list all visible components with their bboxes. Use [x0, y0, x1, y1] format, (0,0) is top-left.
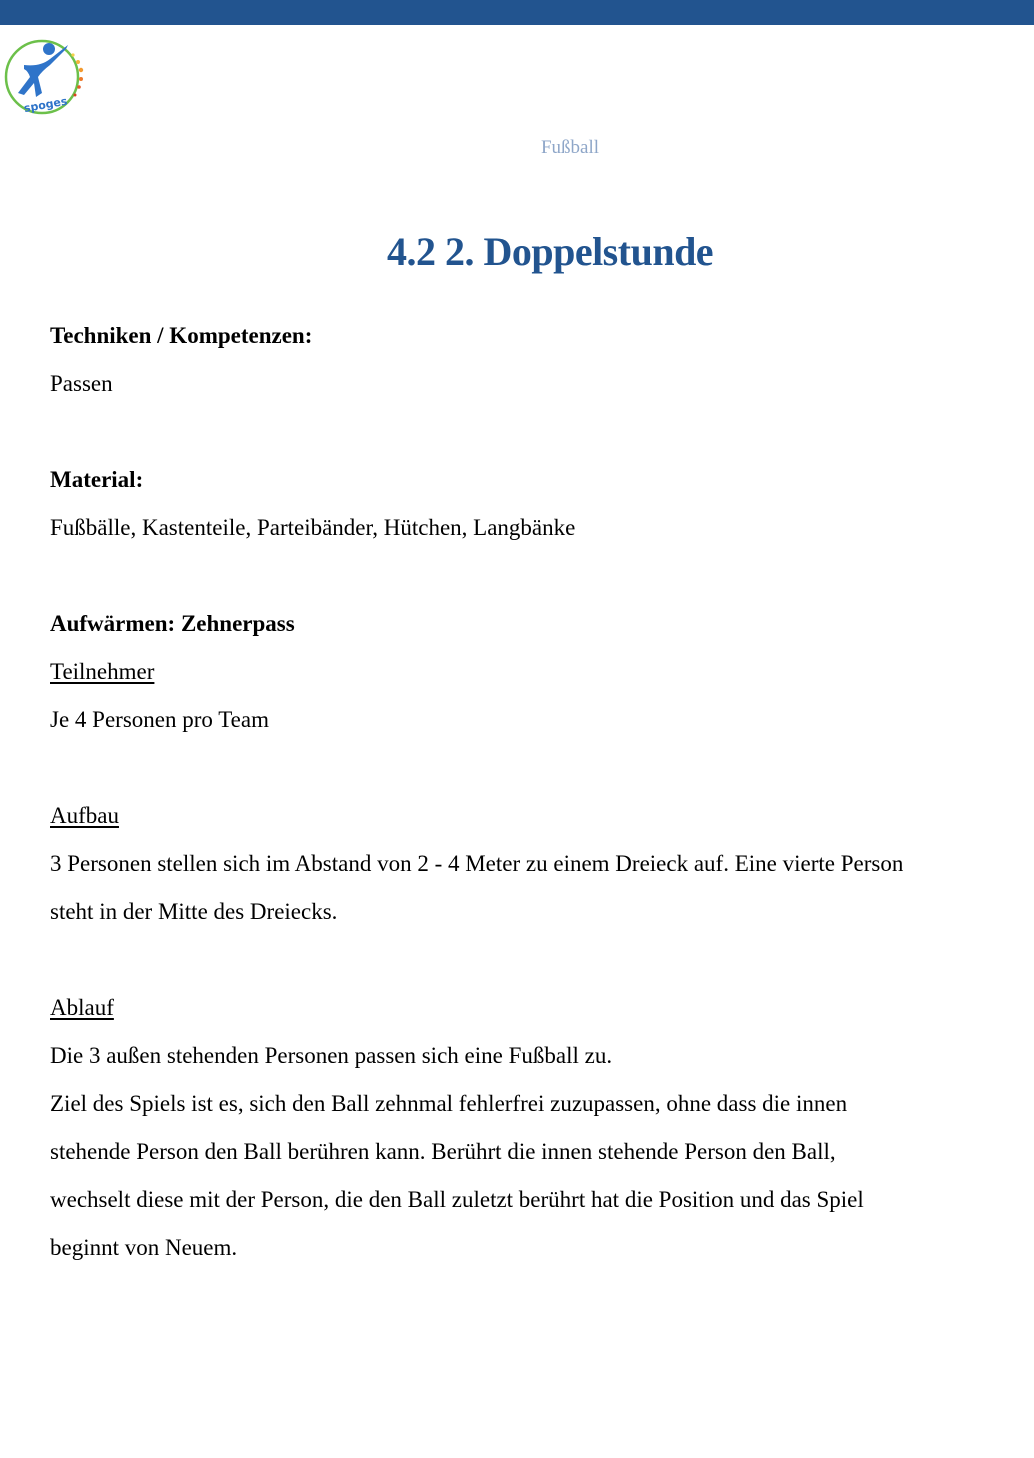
- teilnehmer-text: Je 4 Personen pro Team: [50, 707, 269, 732]
- svg-text:spoges: spoges: [22, 94, 69, 116]
- ablauf-line: Ziel des Spiels ist es, sich den Ball zehnmal fehlerfrei zuzupassen, ohne dass die innen: [50, 1091, 848, 1116]
- techniken-text: Passen: [50, 371, 113, 396]
- ablauf-line: beginnt von Neuem.: [50, 1235, 238, 1260]
- techniken-heading: Techniken / Kompetenzen:: [50, 323, 313, 348]
- logo-icon: [2, 37, 86, 117]
- top-bar: [0, 0, 1034, 25]
- spoges-logo: [2, 37, 86, 117]
- material-text: Fußbälle, Kastenteile, Parteibänder, Hütchen, Langbänke: [50, 515, 576, 540]
- document-body: [50, 318, 990, 1278]
- spacer: [50, 414, 990, 462]
- running-header: Fußball: [540, 137, 600, 158]
- ablauf-line: wechselt diese mit der Person, die den Ball zuletzt berührt hat die Position und das Spiel: [50, 1187, 864, 1212]
- ablauf-line: Die 3 außen stehenden Personen passen sich eine Fußball zu.: [50, 1043, 613, 1068]
- page-title: 4.2 2. Doppelstunde: [386, 229, 714, 274]
- aufbau-line: steht in der Mitte des Dreiecks.: [50, 899, 338, 924]
- material-heading: Material:: [50, 467, 144, 492]
- ablauf-label: Ablauf: [50, 995, 114, 1020]
- spacer: [50, 750, 990, 798]
- spacer: [50, 942, 990, 990]
- spacer: [50, 558, 990, 606]
- aufbau-line: 3 Personen stellen sich im Abstand von 2 - 4 Meter zu einem Dreieck auf. Eine vierte Person: [50, 851, 904, 876]
- ablauf-line: stehende Person den Ball berühren kann. Berührt die innen stehende Person den Ball,: [50, 1139, 836, 1164]
- teilnehmer-label: Teilnehmer: [50, 659, 155, 684]
- aufwaermen-heading: Aufwärmen: Zehnerpass: [50, 611, 295, 636]
- aufbau-label: Aufbau: [50, 803, 119, 828]
